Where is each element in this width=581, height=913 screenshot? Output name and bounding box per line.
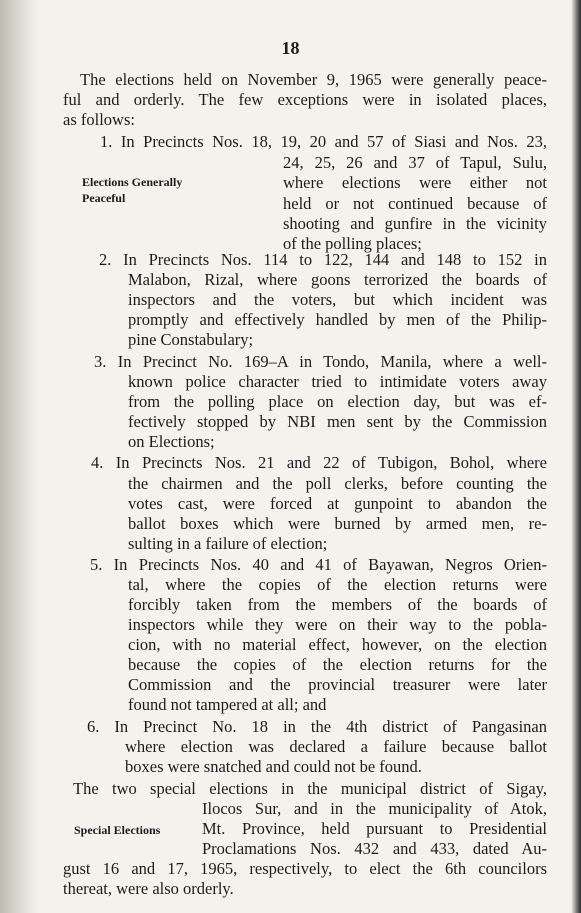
intro-line-2: ful and orderly. The few exceptions were in isolated places, xyxy=(63,90,547,109)
item1-line-1: 1. In Precincts Nos. 18, 19, 20 and 57 of Siasi and Nos. 23, xyxy=(100,132,547,151)
item3-line-5: on Elections; xyxy=(128,432,215,451)
item1-line-4: held or not continued because of xyxy=(283,194,547,213)
page-number: 18 xyxy=(281,38,300,58)
scan-shadow-right xyxy=(571,0,581,913)
item2-line-5: pine Constabulary; xyxy=(128,330,254,349)
item4-line-4: ballot boxes which were burned by armed men, re- xyxy=(128,514,547,533)
special-line-3: Mt. Province, held pursuant to Presidential xyxy=(202,819,547,838)
item5-line-6: because the copies of the election returns for the xyxy=(128,655,547,674)
item3-line-4: fectively stopped by NBI men sent by the Commission xyxy=(128,412,547,431)
intro-line-1: The elections held on November 9, 1965 were generally peace- xyxy=(80,70,547,89)
item2-line-4: promptly and effectively handled by men of the Philip- xyxy=(128,310,547,329)
item4-line-3: votes cast, were forced at gunpoint to abandon the xyxy=(128,494,547,513)
item4-line-1: 4. In Precincts Nos. 21 and 22 of Tubigon, Bohol, where xyxy=(91,453,547,472)
item5-line-3: forcibly taken from the members of the boards of xyxy=(128,595,547,614)
side-heading-elections-generally: Elections Generally xyxy=(82,175,183,189)
item2-line-2: Malabon, Rizal, where goons terrorized the boards of xyxy=(128,270,547,289)
item1-line-5: shooting and gunfire in the vicinity xyxy=(283,214,547,233)
item3-line-2: known police character tried to intimidate voters away xyxy=(128,372,547,391)
item3-line-3: from the polling place on election day, but was ef- xyxy=(128,392,547,411)
item6-line-3: boxes were snatched and could not be found. xyxy=(125,757,422,776)
item2-line-3: inspectors and the voters, but which incident was xyxy=(128,290,547,309)
item1-line-6: of the polling places; xyxy=(283,234,422,253)
item5-line-1: 5. In Precincts Nos. 40 and 41 of Bayawan, Negros Orien- xyxy=(90,555,547,574)
item4-line-5: sulting in a failure of election; xyxy=(128,534,328,553)
item5-line-2: tal, where the copies of the election returns were xyxy=(128,575,547,594)
special-line-6: thereat, were also orderly. xyxy=(63,879,234,898)
item4-line-2: the chairmen and the poll clerks, before counting the xyxy=(128,474,547,493)
intro-line-3: as follows: xyxy=(63,110,135,129)
special-line-2: Ilocos Sur, and in the municipality of Atok, xyxy=(202,799,547,818)
item1-line-2: 24, 25, 26 and 37 of Tapul, Sulu, xyxy=(283,153,547,172)
item3-line-1: 3. In Precinct No. 169–A in Tondo, Manila, where a well- xyxy=(94,352,547,371)
item6-line-1: 6. In Precinct No. 18 in the 4th district of Pangasinan xyxy=(87,717,547,736)
side-heading-peaceful: Peaceful xyxy=(82,191,126,205)
item5-line-7: Commission and the provincial treasurer were later xyxy=(128,675,547,694)
item5-line-8: found not tampered at all; and xyxy=(128,695,327,714)
item5-line-4: inspectors while they were on their way to the pobla- xyxy=(128,615,547,634)
special-line-5: gust 16 and 17, 1965, respectively, to elect the 6th councilors xyxy=(63,859,547,878)
item6-line-2: where election was declared a failure because ballot xyxy=(125,737,547,756)
side-heading-special-elections: Special Elections xyxy=(74,823,161,837)
item2-line-1: 2. In Precincts Nos. 114 to 122, 144 and 148 to 152 in xyxy=(99,250,547,269)
special-line-1: The two special elections in the municipal district of Sigay, xyxy=(73,779,547,798)
item5-line-5: cion, with no material effect, however, on the election xyxy=(128,635,547,654)
item1-line-3: where elections were either not xyxy=(283,173,547,192)
scan-shadow-left xyxy=(0,0,38,913)
special-line-4: Proclamations Nos. 432 and 433, dated Au- xyxy=(202,839,547,858)
